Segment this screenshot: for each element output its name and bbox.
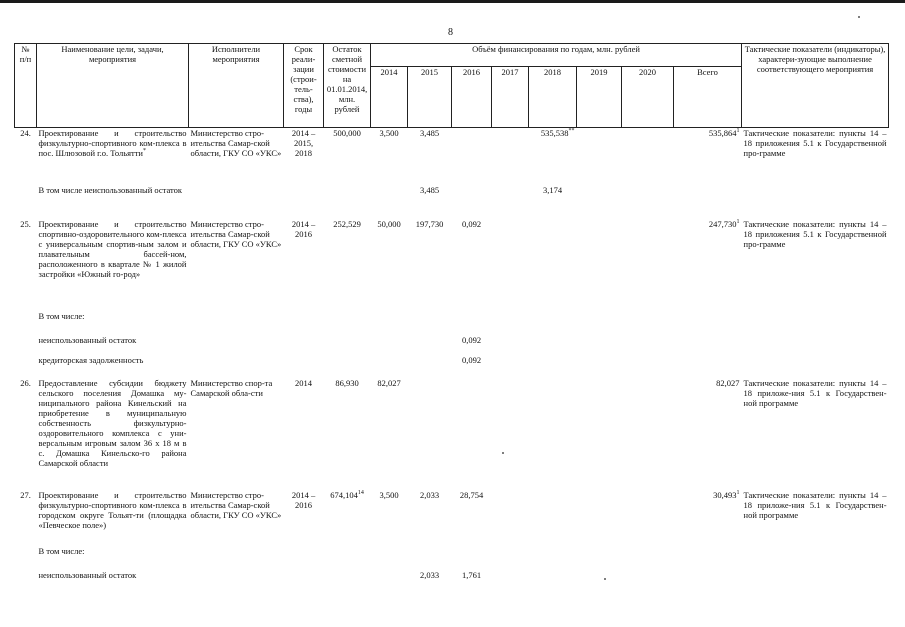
cell-2014: 3,500 — [379, 489, 399, 500]
sub-label: неиспользованный остаток — [38, 334, 137, 345]
row-term: 2014 – 2015, 2018 — [291, 128, 316, 158]
row-name: Проектирование и строительство физкультурно-спортивного ком-плекса в пос. Шлюзовой г.о. Тольятти* — [38, 128, 187, 158]
row-tactical: Тактические показатели: пункты 14 – 18 приложения 5.1 к Государственной про-грамме — [743, 218, 887, 249]
cell-2016: 0,092 — [461, 334, 482, 345]
cell-2016: 0,092 — [461, 354, 482, 365]
cell-2015: 2,033 — [419, 489, 440, 500]
row-executors: Министерство стро-ительства Самар-ской области, ГКУ СО «УКС» — [190, 489, 282, 520]
cell-2015: 2,033 — [419, 569, 440, 580]
row-tactical: Тактические показатели: пункты 14 – 18 приложе-ния 5.1 к Государствен-ной программе — [743, 489, 887, 520]
sub-label: В том числе: — [38, 545, 85, 556]
cell-total: 535,864$^1$ — [708, 128, 740, 138]
sub-label: В том числе: — [38, 310, 85, 321]
row-name: Проектирование и строительство физкультурно-спортивного ком-плекса в городском округе Тольят-ти (площадка «Певческое поле») — [38, 489, 187, 530]
row-name: Предоставление субсидии бюджету сельского поселения Домашка му-ниципального района Кинельский на приобретение в муниципальную собственность физкультурно-оздоровительного комплекса с уни-версальным игровым залом 36 x 18 м в с. Домашка Кинельско-го района Самарской области — [38, 377, 187, 468]
row-number: 26. — [20, 377, 31, 388]
header-num: № п/п — [15, 44, 37, 128]
cell-total: 82,027 — [716, 377, 740, 388]
footnote-mark: 14 — [357, 489, 364, 496]
table-row-sub — [15, 185, 889, 219]
cell-2016 — [452, 128, 492, 185]
table-row-sub — [15, 335, 889, 355]
cell-total: 30,493$^1$ — [713, 489, 740, 500]
table-row-sub — [15, 355, 889, 378]
sub-label: неиспользованный остаток — [38, 569, 137, 580]
table-row-sub — [15, 546, 889, 570]
row-executors: Министерство спор-та Самарской обла-сти — [190, 377, 273, 398]
row-term: 2014 – 2016 — [291, 218, 316, 239]
row-tactical: Тактические показатели: пункты 14 – 18 приложе-ния 5.1 к Государствен-ной программе — [743, 377, 887, 408]
sub-label: В том числе неиспользованный остаток — [38, 184, 182, 195]
cell-2014: 3,500 — [379, 128, 399, 138]
cell-total: 247,730$^1$ — [708, 218, 740, 229]
header-year-2014: 2014 — [371, 67, 408, 128]
table-row — [15, 219, 889, 311]
header-year-2015: 2015 — [408, 67, 452, 128]
cell-2016: 1,761 — [461, 569, 482, 580]
footnote-mark: 1 — [736, 128, 740, 135]
header-executors: Исполнители мероприятия — [189, 44, 284, 128]
header-name: Наименование цели, задачи, мероприятия — [37, 44, 189, 128]
header-year-2019: 2019 — [577, 67, 622, 128]
page-number: 8 — [448, 27, 453, 38]
table-row — [15, 378, 889, 490]
header-funding-group: Объём финансирования по годам, млн. рублей — [371, 44, 742, 67]
row-remainder: 674,104$^{14}$ — [330, 489, 364, 500]
cell-2015: 3,485 — [419, 184, 440, 195]
header-year-2017: 2017 — [492, 67, 529, 128]
row-number: 25. — [20, 218, 31, 229]
cell-2018: 535,538** — [540, 128, 575, 138]
top-border-line — [0, 0, 905, 3]
row-tactical: Тактические показатели: пункты 14 – 18 приложения 5.1 к Государственной про-грамме — [743, 128, 887, 158]
row-number: 27. — [20, 489, 31, 500]
row-remainder: 86,930 — [335, 377, 359, 388]
footnote-mark: * — [143, 148, 146, 155]
row-executors: Министерство стро-ительства Самар-ской области, ГКУ СО «УКС» — [190, 128, 282, 158]
cell-2015: 3,485 — [419, 128, 440, 138]
row-term: 2014 — [295, 377, 312, 388]
table-row-sub — [15, 570, 889, 586]
table-row-sub — [15, 311, 889, 335]
header-year-2020: 2020 — [622, 67, 674, 128]
cell-2015: 197,730 — [415, 218, 444, 229]
footnote-mark: ** — [568, 128, 575, 135]
cell-2019 — [577, 128, 622, 185]
table-row — [15, 128, 889, 185]
row-remainder: 500,000 — [333, 128, 361, 138]
financing-table — [14, 43, 889, 586]
row-remainder: 252,529 — [333, 218, 361, 229]
header-tactical: Тактические показатели (индикаторы), характери-зующие выполнение соответствующего мероприятия — [742, 44, 889, 128]
row-executors: Министерство стро-ительства Самар-ской области, ГКУ СО «УКС» — [190, 218, 282, 249]
footnote-mark: 1 — [736, 218, 740, 225]
footnote-mark: 1 — [736, 489, 740, 496]
row-name: Проектирование и строительство спортивно-оздоровительного ком-плекса с универсальным спортив-ным залом и плавательным бассей-ном, расположенного в квартале № 1 жилой застройки «Южный го-род» — [38, 218, 187, 279]
cell-2014: 50,000 — [377, 218, 401, 229]
cell-2020 — [622, 128, 674, 185]
cell-2018: 3,174 — [542, 184, 563, 195]
table-row — [15, 490, 889, 546]
cell-2014: 82,027 — [377, 377, 401, 388]
header-total: Всего — [674, 67, 742, 128]
header-term: Срок реали-зации (строи-тель-ства), годы — [284, 44, 324, 128]
cell-2017 — [492, 128, 529, 185]
table-header — [15, 44, 889, 128]
cell-2016: 0,092 — [461, 218, 482, 229]
sub-label: кредиторская задолженность — [38, 354, 144, 365]
scan-speck — [858, 16, 860, 18]
header-remainder: Остаток сметной стоимости на 01.01.2014, млн. рублей — [324, 44, 371, 128]
header-year-2018: 2018 — [529, 67, 577, 128]
cell-2016: 28,754 — [459, 489, 484, 500]
row-number: 24. — [20, 128, 31, 138]
header-year-2016: 2016 — [452, 67, 492, 128]
row-term: 2014 – 2016 — [291, 489, 316, 510]
